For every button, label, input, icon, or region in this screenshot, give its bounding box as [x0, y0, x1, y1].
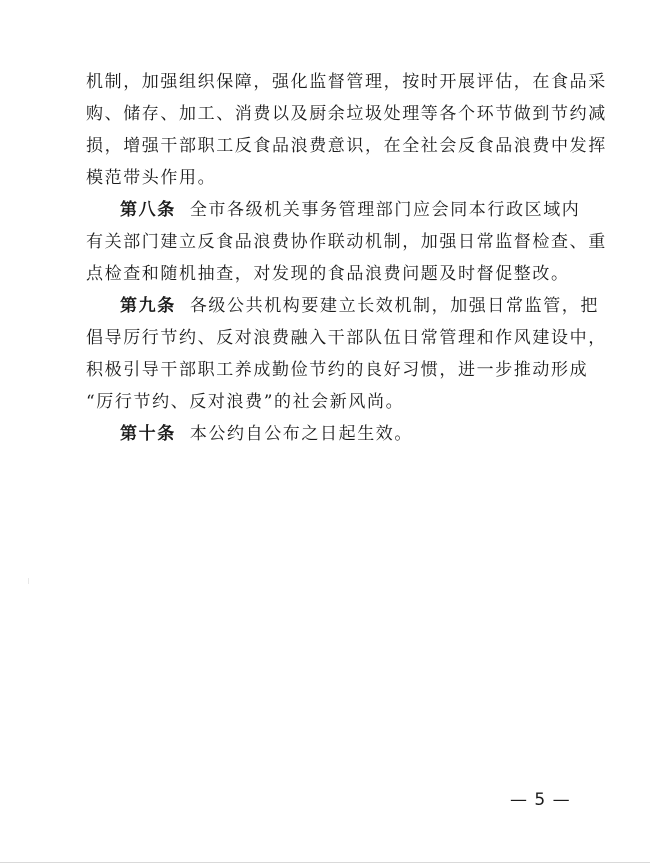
article-10-heading: 第十条 [120, 424, 176, 444]
paragraph-line: 购、储存、加工、消费以及厨余垃圾处理等各个环节做到节约减 [86, 104, 607, 124]
paragraph-line: 机制，加强组织保障，强化监督管理，按时开展评估，在食品采 [86, 72, 607, 92]
article-9-first-line [86, 290, 600, 322]
paragraph-line: 积极引导干部职工养成勤俭节约的良好习惯，进一步推动形成 [86, 360, 589, 380]
article-8-first-line [86, 194, 581, 226]
article-10-first-line [86, 418, 570, 450]
article-9-heading: 第九条 [120, 296, 176, 316]
article-8-text: 全市各级机关事务管理部门应会同本行政区域内 [189, 200, 581, 220]
article-9-text: 各级公共机构要建立长效机制，加强日常监管，把 [189, 296, 600, 316]
body-text [86, 66, 607, 450]
margin-mark [28, 578, 29, 584]
page-bottom-edge [0, 862, 650, 863]
article-10-text: 本公约自公布之日起生效。 [189, 424, 414, 444]
page-number: — 5 — [510, 790, 571, 810]
paragraph-line: 点检查和随机抽查，对发现的食品浪费问题及时督促整改。 [86, 264, 570, 284]
paragraph-line: 损，增强干部职工反食品浪费意识，在全社会反食品浪费中发挥 [86, 136, 607, 156]
paragraph-line: 模范带头作用。 [86, 168, 217, 188]
paragraph-line: 倡导厉行节约、反对浪费融入干部队伍日常管理和作风建设中， [86, 328, 607, 348]
article-8-heading: 第八条 [120, 200, 176, 220]
paragraph-line: 有关部门建立反食品浪费协作联动机制，加强日常监督检查、重 [86, 232, 607, 252]
paragraph-line: “厉行节约、反对浪费”的社会新风尚。 [86, 392, 405, 412]
